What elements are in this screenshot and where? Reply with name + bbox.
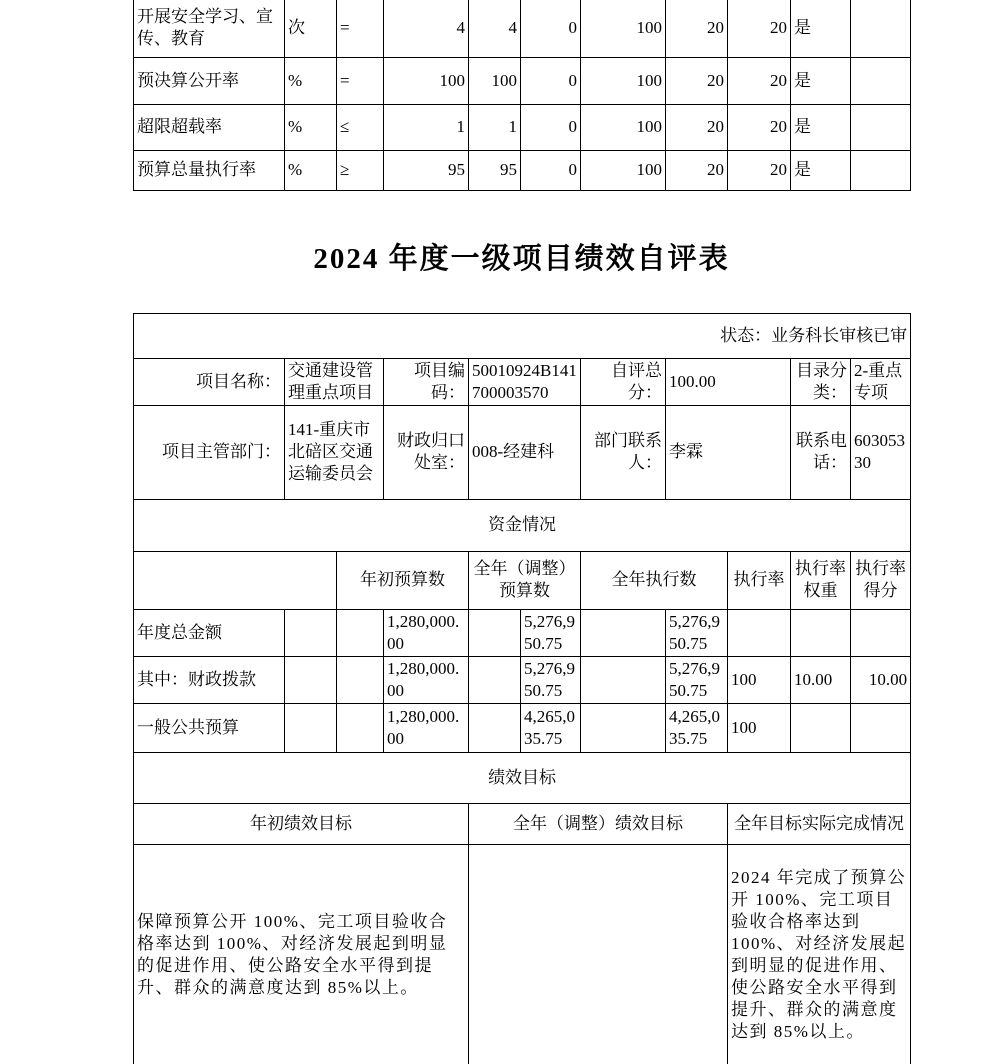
goals-header-actual: 全年目标实际完成情况 [728, 803, 911, 844]
self-score-label: 自评总分： [581, 358, 666, 405]
funding-row [134, 609, 911, 656]
indicator-score: 20 [728, 150, 791, 190]
catalog-value: 2-重点专项 [851, 358, 911, 405]
finance-office-value: 008-经建科 [469, 405, 581, 499]
indicator-table [133, 0, 911, 191]
funding-blank [285, 656, 337, 703]
indicator-weight: 20 [666, 0, 728, 57]
indicator-achieved: 是 [791, 104, 851, 150]
funding-header-initial: 年初预算数 [337, 551, 469, 609]
funding-section-row [134, 499, 911, 551]
funding-adjusted-value: 5,276,950.75 [521, 609, 581, 656]
project-code-value: 50010924B141700003570 [469, 358, 581, 405]
funding-blank [337, 656, 384, 703]
funding-initial-value: 1,280,000.00 [384, 609, 469, 656]
catalog-label: 目录分类： [791, 358, 851, 405]
funding-row-label: 一般公共预算 [134, 703, 285, 752]
funding-rate-weight-value [791, 609, 851, 656]
funding-rate-score-value [851, 609, 911, 656]
funding-rate-weight-value [791, 703, 851, 752]
indicator-score: 20 [728, 104, 791, 150]
funding-executed-value: 4,265,035.75 [666, 703, 728, 752]
indicator-deviation: 0 [521, 104, 581, 150]
project-info-row-2 [134, 405, 911, 499]
indicator-score: 20 [728, 0, 791, 57]
goals-body-row [134, 844, 911, 1064]
goals-header-row [134, 803, 911, 844]
funding-header-row [134, 551, 911, 609]
indicator-name: 超限超载率 [134, 104, 285, 150]
goals-header-initial: 年初绩效目标 [134, 803, 469, 844]
status-text: 状态：业务科长审核已审 [134, 313, 911, 358]
self-eval-table [133, 313, 911, 1064]
funding-blank [285, 703, 337, 752]
indicator-note [851, 57, 911, 104]
funding-blank [469, 656, 521, 703]
indicator-row [134, 57, 911, 104]
dept-value: 141-重庆市北碚区交通运输委员会 [285, 405, 384, 499]
funding-row-label: 其中：财政拨款 [134, 656, 285, 703]
project-name-value: 交通建设管理重点项目 [285, 358, 384, 405]
goals-adjusted-text [469, 844, 728, 1064]
indicator-note [851, 0, 911, 57]
funding-rate-weight-value: 10.00 [791, 656, 851, 703]
goals-initial-text: 保障预算公开 100%、完工项目验收合格率达到 100%、对经济发展起到明显的促进作用、使公路安全水平得到提升、群众的满意度达到 85%以上。 [134, 844, 469, 1064]
funding-header-rate-score: 执行率得分 [851, 551, 911, 609]
indicator-row [134, 0, 911, 57]
indicator-score: 20 [728, 57, 791, 104]
funding-initial-value: 1,280,000.00 [384, 703, 469, 752]
indicator-op: ≥ [337, 150, 384, 190]
funding-row [134, 656, 911, 703]
project-code-label: 项目编码： [384, 358, 469, 405]
funding-header-rate: 执行率 [728, 551, 791, 609]
indicator-actual: 1 [469, 104, 521, 150]
indicator-unit: % [285, 57, 337, 104]
finance-office-label: 财政归口处室： [384, 405, 469, 499]
indicator-actual: 100 [469, 57, 521, 104]
indicator-note [851, 150, 911, 190]
indicator-actual: 4 [469, 0, 521, 57]
indicator-target: 4 [384, 0, 469, 57]
funding-executed-value: 5,276,950.75 [666, 656, 728, 703]
indicator-weight: 20 [666, 104, 728, 150]
funding-blank [337, 609, 384, 656]
indicator-row [134, 104, 911, 150]
indicator-target: 1 [384, 104, 469, 150]
indicator-rate: 100 [581, 150, 666, 190]
indicator-target: 95 [384, 150, 469, 190]
funding-adjusted-value: 5,276,950.75 [521, 656, 581, 703]
indicator-rate: 100 [581, 57, 666, 104]
indicator-target: 100 [384, 57, 469, 104]
funding-initial-value: 1,280,000.00 [384, 656, 469, 703]
funding-blank [337, 703, 384, 752]
dept-label: 项目主管部门： [134, 405, 285, 499]
goals-section-row [134, 752, 911, 803]
funding-rate-value [728, 609, 791, 656]
indicator-unit: % [285, 150, 337, 190]
indicator-weight: 20 [666, 57, 728, 104]
indicator-op: = [337, 57, 384, 104]
funding-rate-value: 100 [728, 703, 791, 752]
indicator-unit: 次 [285, 0, 337, 57]
indicator-actual: 95 [469, 150, 521, 190]
indicator-op: ≤ [337, 104, 384, 150]
funding-blank [469, 703, 521, 752]
indicator-deviation: 0 [521, 0, 581, 57]
indicator-op: = [337, 0, 384, 57]
status-row [134, 313, 911, 358]
funding-blank [285, 609, 337, 656]
funding-header-rate-weight: 执行率权重 [791, 551, 851, 609]
funding-blank [581, 703, 666, 752]
indicator-row [134, 150, 911, 190]
funding-rate-value: 100 [728, 656, 791, 703]
project-name-label: 项目名称： [134, 358, 285, 405]
funding-rate-score-value: 10.00 [851, 656, 911, 703]
indicator-rate: 100 [581, 104, 666, 150]
contact-value: 李霖 [666, 405, 791, 499]
funding-blank [581, 656, 666, 703]
goals-header-adjusted: 全年（调整）绩效目标 [469, 803, 728, 844]
goals-section-title: 绩效目标 [134, 752, 911, 803]
indicator-unit: % [285, 104, 337, 150]
indicator-rate: 100 [581, 0, 666, 57]
project-info-row-1 [134, 358, 911, 405]
indicator-note [851, 104, 911, 150]
funding-row-label: 年度总金额 [134, 609, 285, 656]
funding-header-adjusted: 全年（调整）预算数 [469, 551, 581, 609]
funding-rate-score-value [851, 703, 911, 752]
indicator-achieved: 是 [791, 57, 851, 104]
funding-header-blank [134, 551, 337, 609]
contact-label: 部门联系人： [581, 405, 666, 499]
indicator-deviation: 0 [521, 57, 581, 104]
page-title: 2024 年度一级项目绩效自评表 [313, 242, 730, 275]
funding-adjusted-value: 4,265,035.75 [521, 703, 581, 752]
indicator-achieved: 是 [791, 150, 851, 190]
indicator-name: 预决算公开率 [134, 57, 285, 104]
funding-header-executed: 全年执行数 [581, 551, 728, 609]
funding-blank [469, 609, 521, 656]
phone-value: 60305330 [851, 405, 911, 499]
indicator-name: 开展安全学习、宣传、教育 [134, 0, 285, 57]
funding-row [134, 703, 911, 752]
self-score-value: 100.00 [666, 358, 791, 405]
indicator-name: 预算总量执行率 [134, 150, 285, 190]
goals-actual-text: 2024 年完成了预算公开 100%、完工项目验收合格率达到 100%、对经济发展起到明显的促进作用、使公路安全水平得到提升、群众的满意度达到 85%以上。 [728, 844, 911, 1064]
phone-label: 联系电话： [791, 405, 851, 499]
funding-executed-value: 5,276,950.75 [666, 609, 728, 656]
funding-section-title: 资金情况 [134, 499, 911, 551]
funding-blank [581, 609, 666, 656]
indicator-deviation: 0 [521, 150, 581, 190]
indicator-achieved: 是 [791, 0, 851, 57]
indicator-weight: 20 [666, 150, 728, 190]
